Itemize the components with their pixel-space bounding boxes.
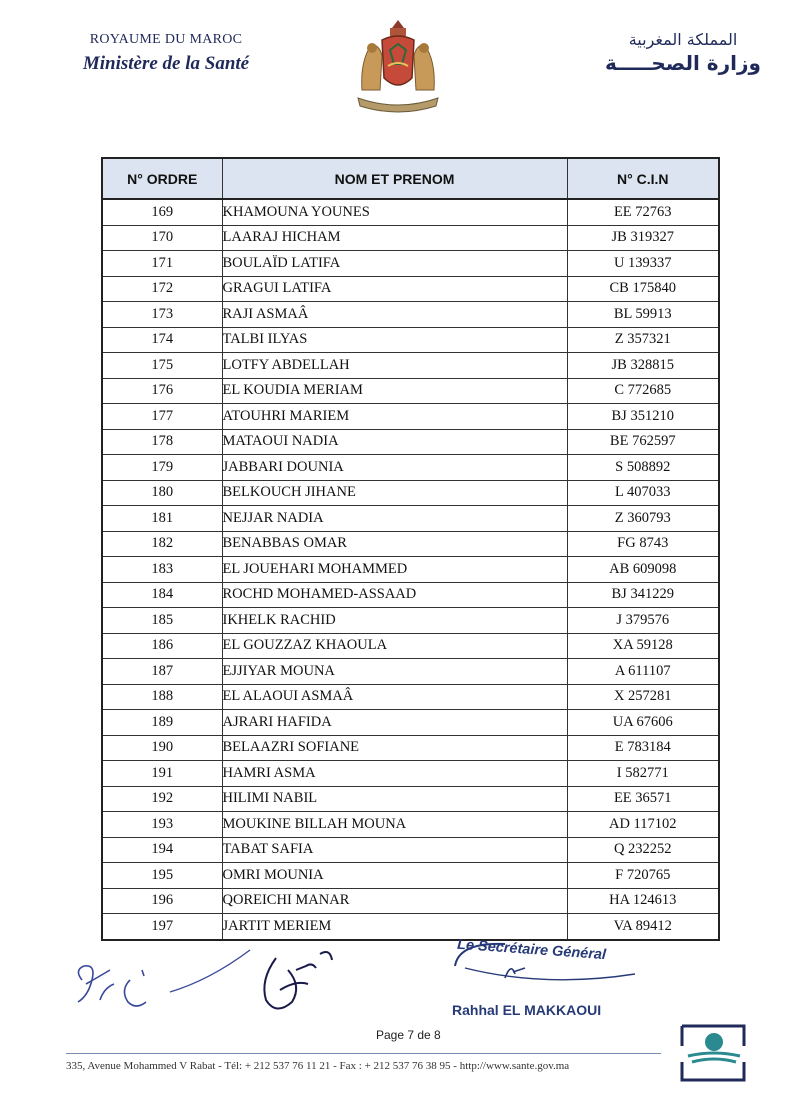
cin-number-cell: F 720765 (567, 863, 719, 889)
full-name-cell: NEJJAR NADIA (222, 506, 567, 532)
table-row (102, 506, 719, 532)
full-name-cell: RAJI ASMAÂ (222, 302, 567, 328)
full-name-cell: HILIMI NABIL (222, 786, 567, 812)
order-number-cell: 182 (102, 531, 222, 557)
cin-number-cell: X 257281 (567, 684, 719, 710)
table-row (102, 378, 719, 404)
full-name-cell: BOULAÏD LATIFA (222, 251, 567, 277)
column-header-cin: N° C.I.N (567, 158, 719, 199)
order-number-cell: 183 (102, 557, 222, 583)
order-number-cell: 187 (102, 659, 222, 685)
order-number-cell: 169 (102, 199, 222, 225)
ministry-label-ar: وزارة الصحـــــة (605, 51, 761, 75)
order-number-cell: 181 (102, 506, 222, 532)
official-stamp (445, 938, 645, 998)
ministry-logo-icon (678, 1022, 748, 1084)
cin-number-cell: EE 72763 (567, 199, 719, 225)
full-name-cell: EL ALAOUI ASMAÂ (222, 684, 567, 710)
cin-number-cell: Q 232252 (567, 837, 719, 863)
table-row (102, 684, 719, 710)
cin-number-cell: BJ 351210 (567, 404, 719, 430)
full-name-cell: EL KOUDIA MERIAM (222, 378, 567, 404)
table-row (102, 404, 719, 430)
table-row (102, 582, 719, 608)
order-number-cell: 197 (102, 914, 222, 940)
cin-number-cell: EE 36571 (567, 786, 719, 812)
full-name-cell: HAMRI ASMA (222, 761, 567, 787)
full-name-cell: JABBARI DOUNIA (222, 455, 567, 481)
full-name-cell: MATAOUI NADIA (222, 429, 567, 455)
table-row (102, 353, 719, 379)
full-name-cell: AJRARI HAFIDA (222, 710, 567, 736)
ministry-label-fr: Ministère de la Santé (82, 53, 250, 74)
cin-number-cell: BL 59913 (567, 302, 719, 328)
order-number-cell: 172 (102, 276, 222, 302)
table-body (102, 199, 719, 940)
cin-number-cell: Z 360793 (567, 506, 719, 532)
order-number-cell: 190 (102, 735, 222, 761)
order-number-cell: 195 (102, 863, 222, 889)
cin-number-cell: VA 89412 (567, 914, 719, 940)
signatory-name: Rahhal EL MAKKAOUI (452, 1002, 602, 1018)
table-row (102, 659, 719, 685)
table-row (102, 710, 719, 736)
order-number-cell: 173 (102, 302, 222, 328)
full-name-cell: EJJIYAR MOUNA (222, 659, 567, 685)
table-row (102, 557, 719, 583)
table-row (102, 633, 719, 659)
order-number-cell: 192 (102, 786, 222, 812)
cin-number-cell: I 582771 (567, 761, 719, 787)
table-row (102, 327, 719, 353)
full-name-cell: MOUKINE BILLAH MOUNA (222, 812, 567, 838)
order-number-cell: 194 (102, 837, 222, 863)
table-row (102, 276, 719, 302)
footer-address: 335, Avenue Mohammed V Rabat - Tél: + 212 537 76 11 21 - Fax : + 212 537 76 38 95 - http://www.sante.gov.ma (66, 1060, 570, 1072)
cin-number-cell: JB 328815 (567, 353, 719, 379)
full-name-cell: IKHELK RACHID (222, 608, 567, 634)
page-number: Page 7 de 8 (376, 1028, 441, 1042)
order-number-cell: 177 (102, 404, 222, 430)
order-number-cell: 196 (102, 888, 222, 914)
cin-number-cell: HA 124613 (567, 888, 719, 914)
table-header-row (102, 158, 719, 199)
cin-number-cell: S 508892 (567, 455, 719, 481)
header-right (598, 30, 768, 75)
cin-number-cell: XA 59128 (567, 633, 719, 659)
full-name-cell: LAARAJ HICHAM (222, 225, 567, 251)
table-row (102, 429, 719, 455)
header-left (66, 32, 266, 75)
table-row (102, 225, 719, 251)
order-number-cell: 174 (102, 327, 222, 353)
coat-of-arms-emblem (352, 20, 444, 114)
table-row (102, 735, 719, 761)
cin-number-cell: BJ 341229 (567, 582, 719, 608)
column-header-order: N° ORDRE (102, 158, 222, 199)
table-row (102, 480, 719, 506)
table-row (102, 455, 719, 481)
stamp-title: Le Secrétaire Général (456, 936, 607, 964)
order-number-cell: 185 (102, 608, 222, 634)
cin-number-cell: C 772685 (567, 378, 719, 404)
cin-number-cell: AD 117102 (567, 812, 719, 838)
full-name-cell: EL JOUEHARI MOHAMMED (222, 557, 567, 583)
full-name-cell: ROCHD MOHAMED-ASSAAD (222, 582, 567, 608)
cin-number-cell: U 139337 (567, 251, 719, 277)
full-name-cell: OMRI MOUNIA (222, 863, 567, 889)
cin-number-cell: L 407033 (567, 480, 719, 506)
order-number-cell: 171 (102, 251, 222, 277)
table-row (102, 199, 719, 225)
order-number-cell: 179 (102, 455, 222, 481)
full-name-cell: BENABBAS OMAR (222, 531, 567, 557)
table-row (102, 914, 719, 940)
cin-number-cell: UA 67606 (567, 710, 719, 736)
cin-number-cell: FG 8743 (567, 531, 719, 557)
table-row (102, 863, 719, 889)
cin-number-cell: Z 357321 (567, 327, 719, 353)
full-name-cell: GRAGUI LATIFA (222, 276, 567, 302)
full-name-cell: TABAT SAFIA (222, 837, 567, 863)
handwritten-signatures (70, 940, 370, 1030)
order-number-cell: 184 (102, 582, 222, 608)
full-name-cell: ATOUHRI MARIEM (222, 404, 567, 430)
order-number-cell: 186 (102, 633, 222, 659)
cin-number-cell: E 783184 (567, 735, 719, 761)
full-name-cell: QOREICHI MANAR (222, 888, 567, 914)
full-name-cell: BELKOUCH JIHANE (222, 480, 567, 506)
table-row (102, 761, 719, 787)
order-number-cell: 176 (102, 378, 222, 404)
table-row (102, 888, 719, 914)
full-name-cell: TALBI ILYAS (222, 327, 567, 353)
cin-number-cell: BE 762597 (567, 429, 719, 455)
table-row (102, 531, 719, 557)
kingdom-label-fr: ROYAUME DU MAROC (89, 32, 243, 47)
order-number-cell: 175 (102, 353, 222, 379)
cin-number-cell: CB 175840 (567, 276, 719, 302)
order-number-cell: 189 (102, 710, 222, 736)
order-number-cell: 188 (102, 684, 222, 710)
full-name-cell: KHAMOUNA YOUNES (222, 199, 567, 225)
cin-number-cell: A 611107 (567, 659, 719, 685)
table-row (102, 837, 719, 863)
table-row (102, 812, 719, 838)
full-name-cell: EL GOUZZAZ KHAOULA (222, 633, 567, 659)
table-row (102, 786, 719, 812)
full-name-cell: LOTFY ABDELLAH (222, 353, 567, 379)
footer-divider (66, 1053, 661, 1054)
candidates-table (101, 157, 720, 941)
cin-number-cell: AB 609098 (567, 557, 719, 583)
cin-number-cell: JB 319327 (567, 225, 719, 251)
cin-number-cell: J 379576 (567, 608, 719, 634)
full-name-cell: JARTIT MERIEM (222, 914, 567, 940)
table-row (102, 608, 719, 634)
table-row (102, 302, 719, 328)
table-row (102, 251, 719, 277)
order-number-cell: 178 (102, 429, 222, 455)
order-number-cell: 191 (102, 761, 222, 787)
column-header-name: NOM ET PRENOM (222, 158, 567, 199)
order-number-cell: 193 (102, 812, 222, 838)
kingdom-label-ar: المملكة المغربية (628, 30, 738, 49)
full-name-cell: BELAAZRI SOFIANE (222, 735, 567, 761)
order-number-cell: 180 (102, 480, 222, 506)
order-number-cell: 170 (102, 225, 222, 251)
